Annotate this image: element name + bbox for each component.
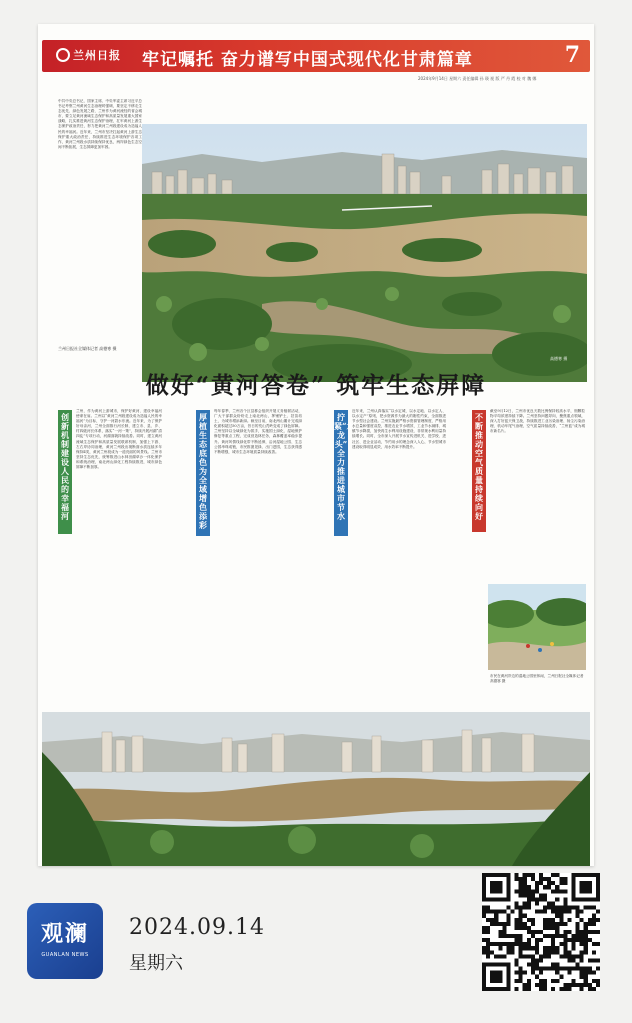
park-photo-caption: 市民在黄河岸边的湿地公园里休闲，兰州日报社全媒体记者 高德寒 摄 — [490, 674, 584, 683]
main-title: 做好“黄河答卷” 筑牢生态屏障 — [145, 372, 487, 399]
section-heading-3: 拧紧“水龙头” 全力推进城市节水 — [334, 410, 348, 536]
section-text-2: 每年春季，兰州各个区县都会组织开展义务植树活动，广大干部群众纷纷走上南北两山，挥锹铲土、扶苗培土，为城市增添新绿。截至目前，南北两山累计完成绿化面积超过50万亩，昔日的荒山秃岭变成了绿色屏障。兰州坚持以全域绿化为抓手，实施国土绿化、湿地保护修复等重点工程，完成营造林任务，森林覆盖率稳步提升。黄河风情线绿化带不断延伸，沿河湿地公园、生态公园串珠成链，市民推窗见绿、出门进园，生态获得感不断增强，城市生态环境质量持续改善。 — [214, 409, 302, 454]
qr-code[interactable] — [482, 873, 600, 991]
section-text-3: 近年来，兰州认真落实“以水定城、以水定地、以水定人、以水定产”原则，把水资源作为最大的刚性约束，全面推进节水型社会建设。兰州实施最严格水资源管理制度，严格用水总量和强度双控，推进农业节水增效、工业节水减排、城镇节水降损，加快再生水利用设施建设，非常规水利用量持续增长。同时，全市深入开展节水宣传进机关、进学校、进社区、进企业活动，节约用水的理念深入人心，节水型城市建设取得明显成效，用水效率不断提升。 — [352, 409, 446, 449]
page-banner — [42, 40, 590, 72]
photo-credit: 高德寒 摄 — [550, 356, 568, 361]
section-heading-2: 厚植生态底色 为全域增色添彩 — [196, 410, 210, 536]
intro-text: 中共中央总书记、国家主席、中央军委主席习近平总书记考察兰州黄河生态治理时强调，要坚定不移走生态优先、绿色发展之路，兰州作为黄河流经的省会城市，要立足黄河流域生态保护和高质量发展重大国家战略，扎实推进黄河生态保护治理，扛牢黄河上游生态保护政治责任，努力把黄河兰州段建设成为造福人民的幸福河。近年来，兰州市坚决扛起黄河上游生态保护重大政治责任，持续推进生态环境保护各项工作，黄河兰州段水质持续保持优良，两岸绿色生态空间不断拓展，生态屏障更加牢固。 — [58, 99, 142, 149]
park-photo — [488, 584, 586, 670]
page-number: 7 — [564, 42, 580, 68]
intro-caption: 兰州日报社全媒体记者 高德寒 摄 — [58, 346, 117, 351]
issue-meta: 2024年9月14日 星期六 责任编辑 孙 瑛 视 版 严 丹 霞 校 对 魏 娜 — [418, 76, 537, 81]
banner-headline: 牢记嘱托 奋力谱写中国式现代化甘肃篇章 — [142, 50, 473, 70]
logo-text: 兰州日报 — [73, 49, 121, 62]
brand-name: 观澜 — [40, 921, 89, 947]
lanzhou-panorama-photo — [42, 712, 590, 866]
section-text-4: 截至9月12日，兰州市优良天数比例保持较高水平，细颗粒物平均浓度持续下降。兰州坚持问题导向，聚焦重点领域，深入打好蓝天保卫战，持续推进工业污染治理、扬尘污染治理、机动车尾气治理，空气质量持续改善，“兰州蓝”成为城市新名片。 — [490, 409, 585, 434]
section-heading-1: 创新机制 建设人民的幸福河 — [58, 410, 72, 534]
section-heading-4: 不断推动空气质量持续向好 — [472, 410, 486, 532]
newspaper-page — [38, 24, 594, 866]
section-text-1: 兰州，作为黄河上游城市，保护好黄河、建设幸福河使命在肩。兰州以“黄河兰州段建设成为造福人民的幸福河”为目标，守护一河碧水东流。近年来，为了保护好母亲河，兰州全面推行河长制，建立市、县、乡、村四级河长体系，落实“一河一策”，持续开展河湖“清四乱”专项行动，河湖面貌持续改善。同时，建立黄河流域生态保护和高质量发展联席机制，加强上下游、左右岸协同治理，黄河兰州段出境断面水质连续多年保持Ⅱ类，黄河兰州段成为一道亮丽的风景线。兰州市坚持生态优先，统筹推进山水林田湖草沙一体化保护和系统治理，南北两山绿化工程持续推进，城市绿色屏障不断加厚。 — [76, 409, 162, 470]
brand-subtitle: GUANLAN NEWS — [41, 952, 89, 958]
publish-date: 2024.09.14 — [129, 915, 265, 940]
guanlan-app-logo — [27, 903, 103, 979]
publish-weekday: 星期六 — [129, 953, 183, 974]
yellow-river-wetland-photo — [142, 124, 587, 382]
logo-mark-icon — [56, 48, 70, 62]
newspaper-logo — [56, 47, 121, 63]
